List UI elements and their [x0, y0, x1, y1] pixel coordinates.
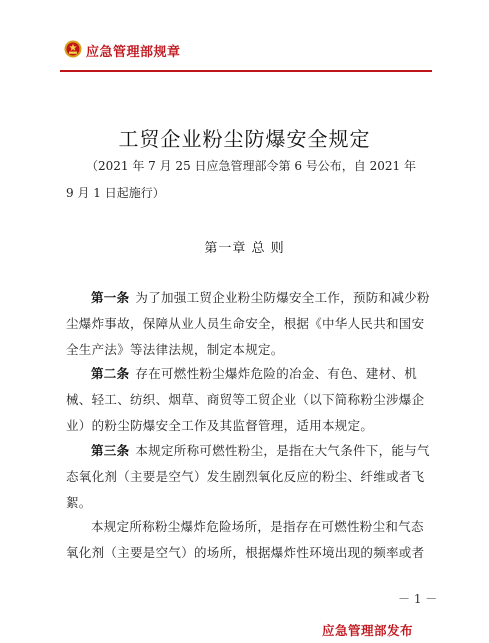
- national-emblem-icon: [64, 40, 82, 58]
- header-title: 应急管理部规章: [86, 45, 181, 60]
- article-text: 为了加强工贸企业粉尘防爆安全工作，预防和减少粉尘爆炸事故，保障从业人员生命安全，根据《中华人民共和国安全生产法》等法律法规，制定本规定。: [66, 290, 430, 357]
- document-title: 工贸企业粉尘防爆安全规定: [118, 127, 371, 151]
- chapter-heading: 第一章 总 则: [204, 241, 285, 256]
- header-divider: [60, 70, 432, 72]
- article-1: [66, 285, 432, 363]
- article-label: 第三条: [91, 443, 130, 458]
- page-number: － 1 －: [398, 592, 438, 606]
- article-3-paragraph-2: [66, 514, 432, 566]
- article-text: 本规定所称可燃性粉尘，是指在大气条件下，能与气态氧化剂（主要是空气）发生剧烈氧化反应的粉尘、纤维或者飞絮。: [66, 443, 430, 510]
- article-2: [66, 361, 432, 439]
- article-label: 第一条: [91, 290, 130, 305]
- article-3: [66, 438, 432, 516]
- header: [0, 0, 489, 80]
- article-text: 本规定所称粉尘爆炸危险场所，是指存在可燃性粉尘和气态氧化剂（主要是空气）的场所，根据爆炸性环境出现的频率或者: [66, 519, 425, 560]
- footer-title: 应急管理部发布: [322, 623, 414, 638]
- article-label: 第二条: [91, 366, 130, 381]
- article-text: 存在可燃性粉尘爆炸危险的冶金、有色、建材、机械、轻工、纺织、烟草、商贸等工贸企业（以下简称粉尘涉爆企业）的粉尘防爆安全工作及其监督管理，适用本规定。: [66, 366, 425, 433]
- document-subtitle: （2021 年 7 月 25 日应急管理部令第 6 号公布，自 2021 年 9 月 1 日起施行）: [66, 159, 416, 200]
